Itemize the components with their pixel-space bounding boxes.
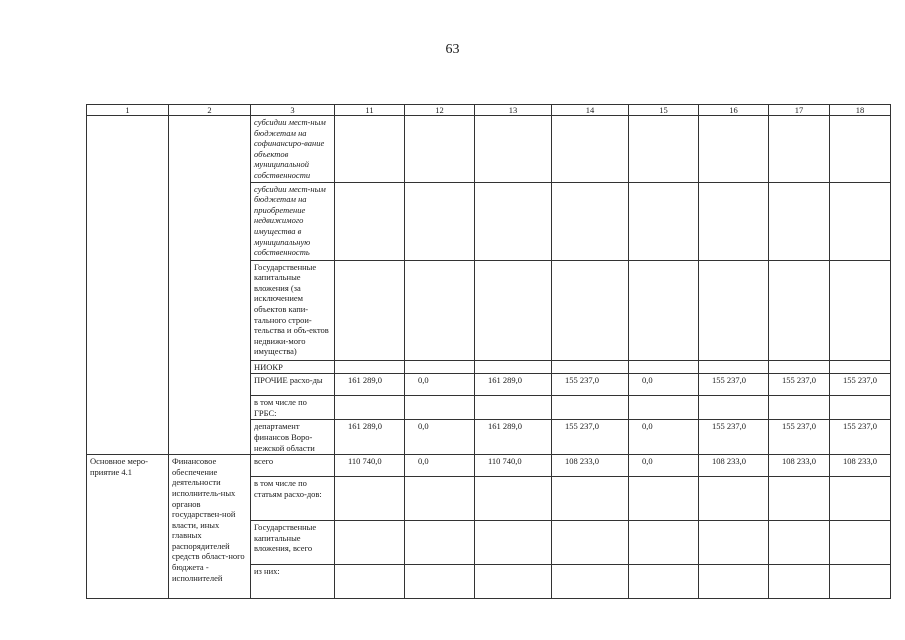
value-cell: 161 289,0	[335, 420, 405, 455]
value-cell	[405, 360, 475, 374]
value-cell	[335, 260, 405, 360]
value-cell	[475, 396, 552, 420]
value-cell	[769, 396, 830, 420]
value-cell	[405, 116, 475, 183]
expense-type-cell: департамент финансов Воро-нежской области	[251, 420, 335, 455]
column-header: 3	[251, 105, 335, 116]
expense-type-cell: НИОКР	[251, 360, 335, 374]
value-cell	[552, 360, 629, 374]
value-cell	[830, 360, 891, 374]
value-cell	[769, 521, 830, 565]
value-cell	[699, 182, 769, 260]
expense-type-cell: Государственные капитальные вложения, всего	[251, 521, 335, 565]
value-cell	[629, 477, 699, 521]
column-header: 16	[699, 105, 769, 116]
value-cell	[475, 360, 552, 374]
value-cell: 155 237,0	[552, 374, 629, 396]
value-cell	[552, 396, 629, 420]
value-cell: 155 237,0	[552, 420, 629, 455]
value-cell: 108 233,0	[830, 455, 891, 477]
value-cell	[475, 116, 552, 183]
value-cell	[335, 116, 405, 183]
value-cell: 110 740,0	[335, 455, 405, 477]
value-cell: 0,0	[629, 455, 699, 477]
column-header: 2	[169, 105, 251, 116]
value-cell: 155 237,0	[699, 420, 769, 455]
row-c2	[169, 116, 251, 455]
value-cell	[335, 396, 405, 420]
value-cell: 155 237,0	[830, 420, 891, 455]
value-cell: 155 237,0	[699, 374, 769, 396]
measure-description-cell: Финансовое обеспечение деятельности исполнитель-ных органов государствен-ной власти, иных главных распорядителей средств област-ного бюджета - исполнителей	[169, 455, 251, 599]
value-cell	[699, 116, 769, 183]
value-cell	[769, 260, 830, 360]
column-header: 13	[475, 105, 552, 116]
value-cell	[830, 182, 891, 260]
column-header: 17	[769, 105, 830, 116]
value-cell: 0,0	[405, 374, 475, 396]
value-cell	[830, 565, 891, 599]
value-cell: 161 289,0	[335, 374, 405, 396]
value-cell: 110 740,0	[475, 455, 552, 477]
value-cell	[405, 396, 475, 420]
table-header-row	[87, 105, 891, 116]
value-cell	[475, 477, 552, 521]
expense-type-cell: из них:	[251, 565, 335, 599]
value-cell	[552, 477, 629, 521]
value-cell	[475, 565, 552, 599]
column-header: 14	[552, 105, 629, 116]
column-header: 18	[830, 105, 891, 116]
value-cell: 108 233,0	[769, 455, 830, 477]
value-cell	[769, 360, 830, 374]
expense-type-cell: ПРОЧИЕ расхо-ды	[251, 374, 335, 396]
value-cell	[629, 396, 699, 420]
value-cell	[405, 260, 475, 360]
value-cell: 161 289,0	[475, 420, 552, 455]
value-cell	[699, 477, 769, 521]
value-cell: 0,0	[629, 420, 699, 455]
value-cell	[335, 477, 405, 521]
value-cell: 108 233,0	[699, 455, 769, 477]
value-cell	[769, 116, 830, 183]
value-cell	[830, 396, 891, 420]
value-cell	[335, 521, 405, 565]
value-cell	[769, 477, 830, 521]
value-cell	[475, 260, 552, 360]
value-cell: 108 233,0	[552, 455, 629, 477]
value-cell: 161 289,0	[475, 374, 552, 396]
value-cell	[699, 360, 769, 374]
value-cell: 155 237,0	[769, 374, 830, 396]
value-cell	[335, 360, 405, 374]
value-cell	[335, 565, 405, 599]
value-cell	[699, 396, 769, 420]
expense-type-cell: субсидии мест-ным бюджетам на приобретение недвижимого имущества в муниципальную собственность	[251, 182, 335, 260]
value-cell: 0,0	[629, 374, 699, 396]
value-cell	[629, 360, 699, 374]
expense-type-cell: в том числе по ГРБС:	[251, 396, 335, 420]
value-cell	[552, 521, 629, 565]
value-cell	[830, 116, 891, 183]
value-cell: 155 237,0	[769, 420, 830, 455]
budget-table	[86, 104, 891, 599]
row-c1	[87, 116, 169, 455]
table-row	[87, 116, 891, 183]
value-cell	[629, 182, 699, 260]
value-cell	[405, 182, 475, 260]
table-row	[87, 455, 891, 477]
value-cell	[629, 565, 699, 599]
measure-name-cell: Основное меро-приятие 4.1	[87, 455, 169, 599]
column-header: 12	[405, 105, 475, 116]
page-number: 63	[445, 42, 460, 57]
value-cell	[830, 477, 891, 521]
value-cell	[769, 565, 830, 599]
value-cell	[830, 521, 891, 565]
column-header: 15	[629, 105, 699, 116]
value-cell	[405, 565, 475, 599]
value-cell	[552, 116, 629, 183]
value-cell	[335, 182, 405, 260]
value-cell	[475, 521, 552, 565]
value-cell	[405, 477, 475, 521]
value-cell	[769, 182, 830, 260]
expense-type-cell: Государственные капитальные вложения (за исключением объектов капи-тального строи-тельства и объ-ектов недвижи-мого имущества)	[251, 260, 335, 360]
value-cell	[552, 182, 629, 260]
value-cell	[475, 182, 552, 260]
value-cell: 155 237,0	[830, 374, 891, 396]
value-cell	[405, 521, 475, 565]
value-cell	[699, 565, 769, 599]
value-cell	[699, 260, 769, 360]
column-header: 11	[335, 105, 405, 116]
value-cell: 0,0	[405, 455, 475, 477]
value-cell	[629, 260, 699, 360]
value-cell	[629, 116, 699, 183]
value-cell	[699, 521, 769, 565]
value-cell: 0,0	[405, 420, 475, 455]
value-cell	[629, 521, 699, 565]
value-cell	[552, 260, 629, 360]
value-cell	[552, 565, 629, 599]
expense-type-cell: в том числе по статьям расхо-дов:	[251, 477, 335, 521]
value-cell	[830, 260, 891, 360]
expense-type-cell: субсидии мест-ным бюджетам на софинансиро-вание объектов муниципальной собственности	[251, 116, 335, 183]
column-header: 1	[87, 105, 169, 116]
expense-type-cell: всего	[251, 455, 335, 477]
